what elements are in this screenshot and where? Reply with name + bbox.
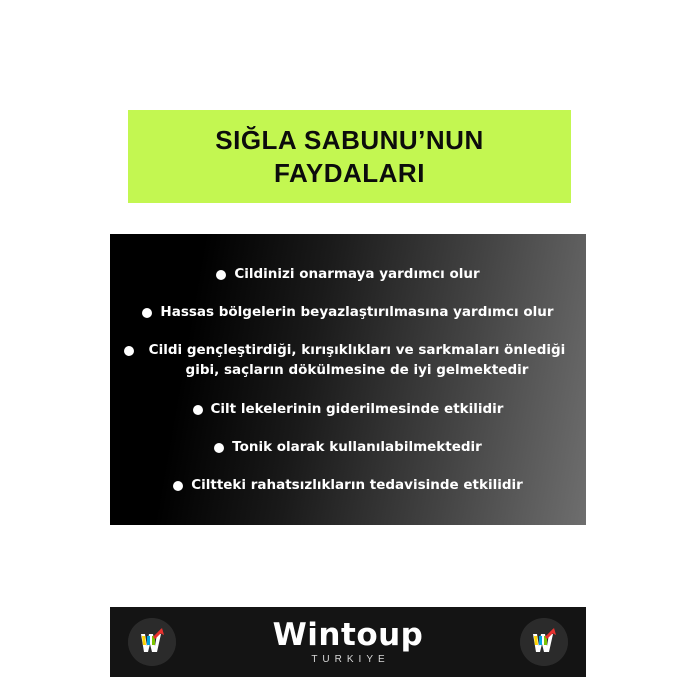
- list-item: [116, 437, 580, 457]
- list-item: [116, 302, 580, 322]
- list-item: [116, 475, 580, 495]
- benefit-text: Cildinizi onarmaya yardımcı olur: [234, 265, 480, 282]
- benefit-text: Tonik olarak kullanılabilmektedir: [232, 438, 482, 455]
- bullet-icon: [142, 308, 152, 318]
- bullet-icon: [173, 481, 183, 491]
- title-banner: [128, 110, 571, 203]
- list-item: [116, 399, 580, 419]
- brand-block: [176, 619, 520, 665]
- benefit-text: Cildi gençleştirdiği, kırışıklıkları ve sarkmaları önlediği gibi, saçların dökülmesine de iyi gelmektedir: [148, 342, 566, 379]
- benefit-text: Cilt lekelerinin giderilmesinde etkilidir: [210, 400, 504, 417]
- brand-subtitle: TURKIYE: [311, 653, 390, 665]
- brand-name: Wintoup: [272, 617, 424, 654]
- benefits-panel: [110, 234, 586, 525]
- title-line-1: SIĞLA SABUNU’NUN: [215, 125, 484, 155]
- bullet-icon: [214, 443, 224, 453]
- list-item: [116, 340, 580, 381]
- wintoup-logo-icon: [128, 618, 176, 666]
- footer-brand-bar: [110, 607, 586, 677]
- bullet-icon: [124, 346, 134, 356]
- benefit-text: Hassas bölgelerin beyazlaştırılmasına yardımcı olur: [160, 303, 554, 320]
- list-item: [116, 264, 580, 284]
- wintoup-logo-icon: [520, 618, 568, 666]
- bullet-icon: [216, 270, 226, 280]
- bullet-icon: [193, 405, 203, 415]
- benefit-text: Ciltteki rahatsızlıkların tedavisinde etkilidir: [191, 477, 523, 494]
- title-line-2: FAYDALARI: [274, 157, 425, 188]
